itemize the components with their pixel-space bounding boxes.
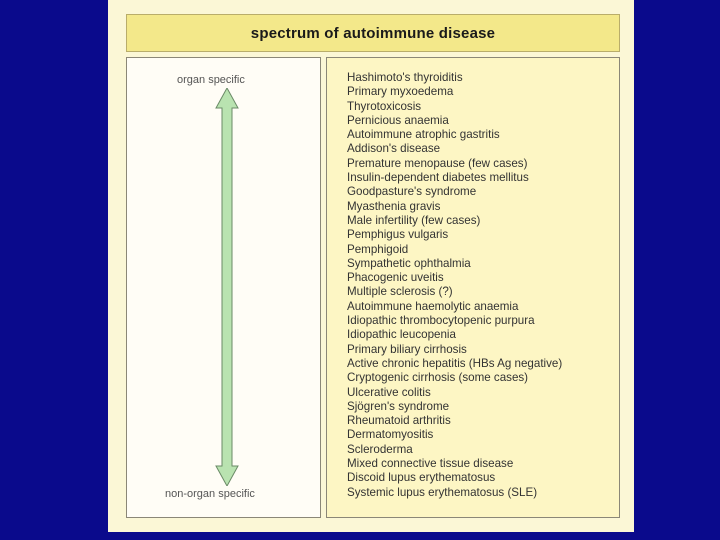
disease-item: Rheumatoid arthritis [347, 414, 451, 428]
disease-item: Dermatomyositis [347, 428, 434, 442]
disease-item: Sjögren's syndrome [347, 399, 450, 413]
slide [108, 0, 634, 532]
disease-item: Insulin-dependent diabetes mellitus [347, 171, 529, 185]
disease-list-panel [326, 57, 620, 518]
disease-item: Systemic lupus erythematosus (SLE) [347, 485, 538, 499]
disease-item: Discoid lupus erythematosus [347, 471, 496, 485]
disease-item: Multiple sclerosis (?) [347, 285, 453, 299]
disease-item: Ulcerative colitis [347, 385, 431, 399]
disease-item: Primary myxoedema [347, 85, 454, 99]
spectrum-panel [126, 57, 321, 518]
disease-item: Idiopathic leucopenia [347, 328, 456, 342]
disease-item: Pemphigoid [347, 242, 409, 256]
non-organ-specific-label: non-organ specific [165, 488, 255, 500]
disease-item: Goodpasture's syndrome [347, 185, 477, 199]
disease-item: Cryptogenic cirrhosis (some cases) [347, 371, 529, 385]
disease-item: Sympathetic ophthalmia [347, 256, 471, 270]
disease-item: Phacogenic uveitis [347, 271, 444, 285]
disease-item: Idiopathic thrombocytopenic purpura [347, 314, 535, 328]
disease-item: Myasthenia gravis [347, 199, 441, 213]
double-arrow-icon [215, 88, 239, 486]
disease-item: Addison's disease [347, 142, 441, 156]
disease-item: Autoimmune atrophic gastritis [347, 128, 500, 142]
disease-list [347, 71, 562, 500]
disease-item: Mixed connective tissue disease [347, 457, 514, 471]
disease-item: Hashimoto's thyroiditis [347, 71, 463, 84]
disease-item: Autoimmune haemolytic anaemia [347, 299, 519, 313]
disease-item: Primary biliary cirrhosis [347, 342, 467, 356]
disease-item: Premature menopause (few cases) [347, 156, 528, 170]
disease-item: Pemphigus vulgaris [347, 228, 449, 242]
slide-title: spectrum of autoimmune disease [250, 24, 496, 42]
disease-item: Thyrotoxicosis [347, 99, 422, 113]
title-banner [126, 14, 620, 52]
disease-item: Pernicious anaemia [347, 113, 449, 127]
disease-item: Male infertility (few cases) [347, 213, 481, 227]
disease-item: Scleroderma [347, 442, 413, 456]
disease-item: Active chronic hepatitis (HBs Ag negative) [347, 356, 563, 370]
organ-specific-label: organ specific [177, 74, 245, 86]
